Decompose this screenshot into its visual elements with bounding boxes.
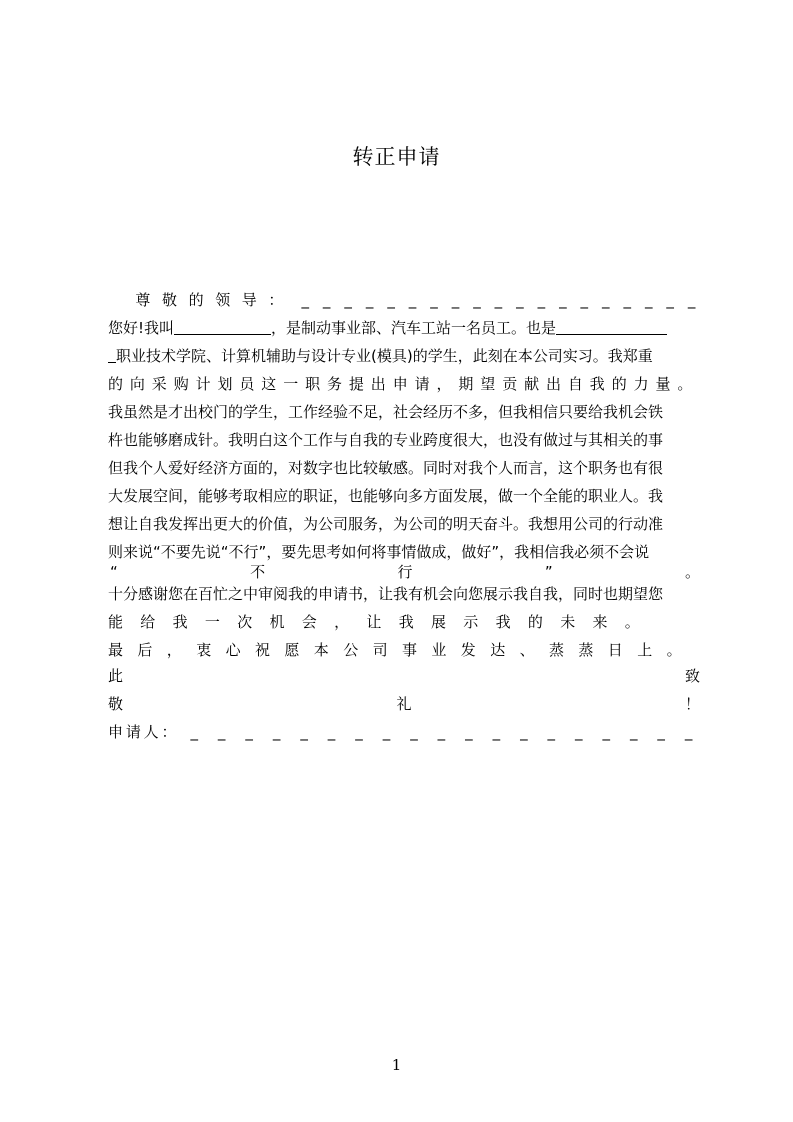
page-number: 1 (391, 1056, 402, 1074)
indent (108, 286, 135, 314)
body-line: 杵也能够磨成针。我明白这个工作与自我的专业跨度很大，也没有做过与其相关的事 (108, 431, 664, 449)
salutation-char: 敬 (162, 291, 178, 309)
fill-blank (174, 319, 271, 335)
salutation-char: 领 (215, 291, 231, 309)
salutation-char: 尊 (135, 291, 151, 309)
body-line: 能给我一次机会，让我展示我的未来。 (108, 613, 658, 631)
body-line: 您好!我叫 ，是制动事业部、汽车工站一名员工。也是 (108, 314, 700, 342)
name-blank: _ _ _ _ _ _ _ _ _ _ _ _ _ _ _ _ _ _ _ (301, 291, 700, 309)
applicant-blank: _ _ _ _ _ _ _ _ _ _ _ _ _ _ _ _ _ _ _ (190, 723, 700, 741)
body-line: 我虽然是才出校门的学生，工作经验不足，社会经历不多，但我相信只要给我机会铁 (108, 403, 664, 421)
body-line: 的向采购计划员这一职务提出申请，期望贡献出自我的力量。 (108, 375, 700, 393)
fill-blank (556, 319, 667, 335)
applicant-line (108, 718, 700, 746)
body-line: 但我个人爱好经济方面的，对数字也比较敏感。同时对我个人而言，这个职务也有很 (108, 459, 664, 477)
document-title: 转正申请 (352, 145, 441, 169)
salutation-char: 导 (241, 291, 257, 309)
salutation-line (108, 286, 700, 314)
salutation (135, 286, 283, 314)
body-line: 十分感谢您在百忙之中审阅我的申请书，让我有机会向您展示我自我，同时也期望您 (108, 585, 664, 603)
salutation-char: 的 (188, 291, 204, 309)
closing-line: 此 致 (108, 667, 700, 685)
closing-line: 敬 礼 ！ (108, 695, 700, 713)
body-line: “ 不 行 ” 。 (110, 563, 700, 581)
fill-blank (108, 347, 116, 363)
body-line: 大发展空间，能够考取相应的职证，也能够向多方面发展，做一个全能的职业人。我 (108, 487, 664, 505)
body-line: 则来说“不要先说“不行”，要先思考如何将事情做成，做好”，我相信我必须不会说 (108, 543, 650, 561)
body-line: 最后，衷心祝愿本公司事业发达、蒸蒸日上。 (108, 641, 697, 659)
applicant-label: 申 请 人 ： (108, 723, 177, 741)
body-line: 想让自我发挥出更大的价值，为公司服务，为公司的明天奋斗。我想用公司的行动准 (108, 515, 664, 533)
body-line: 职业技术学院、计算机辅助与设计专业(模具)的学生，此刻在本公司实习。我郑重 (108, 342, 700, 370)
salutation-char: ： (268, 291, 284, 309)
